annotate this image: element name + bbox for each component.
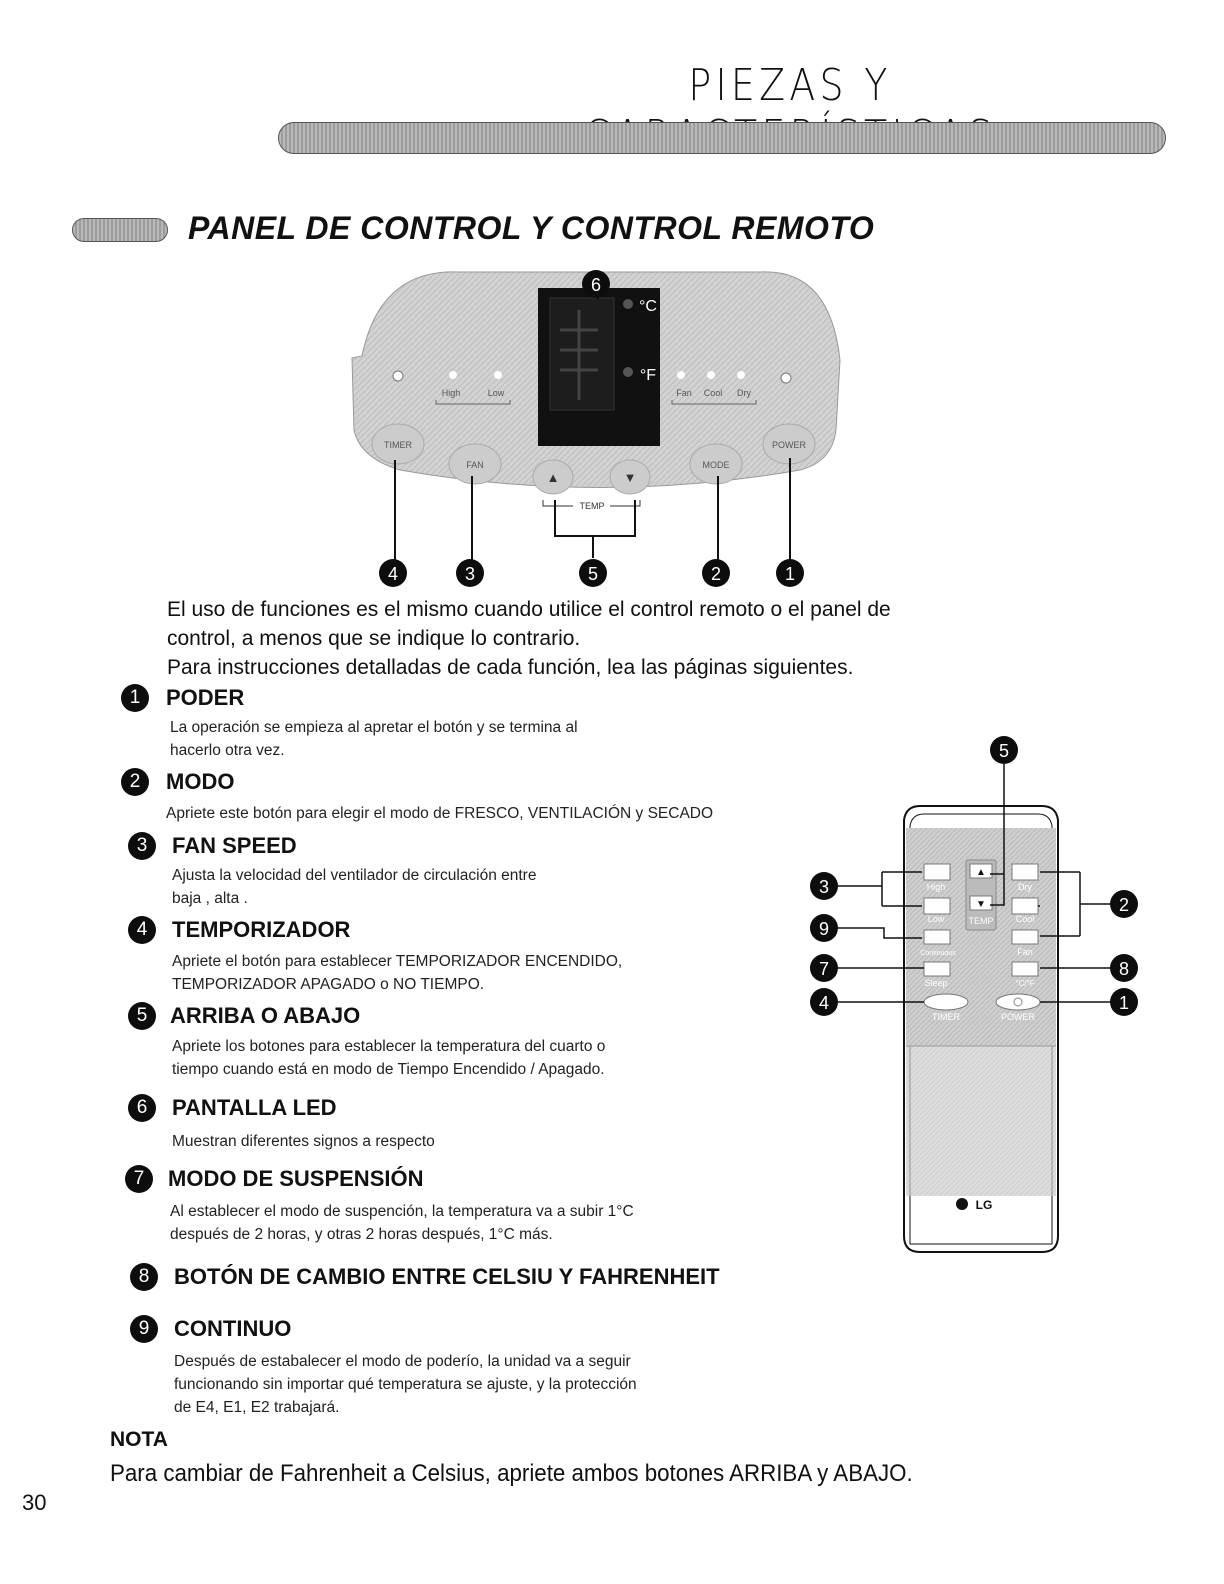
panel-mode-label: MODE <box>702 460 730 470</box>
page-number: 30 <box>22 1490 47 1515</box>
item-title-pantalla-led: PANTALLA LED <box>172 1095 337 1120</box>
panel-down-arrow-icon: ▼ <box>623 470 637 485</box>
remote-callout: 9 <box>818 919 830 939</box>
page-header-title: PIEZAS Y <box>688 60 892 111</box>
fahrenheit-indicator: °F <box>639 367 657 384</box>
remote-cool-label: Cool <box>1015 914 1035 924</box>
item-number-badge: 9 <box>130 1315 158 1343</box>
remote-cf-button[interactable] <box>1012 962 1038 976</box>
item-number-badge: 2 <box>121 768 149 796</box>
remote-callout: 3 <box>818 877 830 897</box>
intro-line: Para instrucciones detalladas de cada función, lea las páginas siguientes. <box>167 656 854 679</box>
item-number-badge: 3 <box>128 832 156 860</box>
item-desc: Ajusta la velocidad del ventilador de circulación entre baja , alta . <box>172 867 537 907</box>
item-title-celsius-fahrenheit: BOTÓN DE CAMBIO ENTRE CELSIU Y FAHRENHEIT <box>174 1264 720 1289</box>
callout-power: 1 <box>784 564 796 584</box>
callout-timer: 4 <box>387 564 399 584</box>
remote-dry-button[interactable] <box>1012 864 1038 880</box>
remote-low-label: Low <box>927 914 945 924</box>
remote-continuous-button[interactable] <box>924 930 950 944</box>
control-panel-diagram <box>340 262 860 592</box>
remote-continuous-label: Continuous <box>920 950 956 957</box>
remote-down-arrow-icon: ▼ <box>976 899 986 910</box>
remote-callout: 5 <box>998 741 1010 761</box>
callout-fan: 3 <box>464 564 476 584</box>
remote-fan-label: Fan <box>1017 947 1033 957</box>
remote-up-arrow-icon: ▲ <box>976 867 986 878</box>
panel-low-label: Low <box>487 388 505 398</box>
item-number-badge: 7 <box>125 1165 153 1193</box>
nota-label: NOTA <box>110 1428 168 1451</box>
panel-fan-label: FAN <box>466 460 484 470</box>
remote-power-button[interactable] <box>996 994 1040 1010</box>
item-title-continuo: CONTINUO <box>174 1316 292 1341</box>
section-title: PANEL DE CONTROL Y CONTROL REMOTO <box>188 210 875 246</box>
remote-high-label: High <box>926 882 946 892</box>
item-number-badge: 4 <box>128 916 156 944</box>
panel-power-label: POWER <box>771 440 807 450</box>
remote-dry-label: Dry <box>1018 882 1032 892</box>
item-desc: Muestran diferentes signos a respecto <box>172 1133 435 1150</box>
item-desc: Después de estabalecer el modo de poderío, la unidad va a seguir funcionando sin importar qué temperatura se ajuste, y la protección de E4, E1, E2 trabajará. <box>174 1353 637 1416</box>
remote-callout: 8 <box>1118 959 1130 979</box>
item-desc: La operación se empieza al apretar el botón y se termina al hacerlo otra vez. <box>170 719 578 759</box>
remote-callout: 1 <box>1118 993 1130 1013</box>
lg-logo-icon <box>956 1198 968 1210</box>
remote-fan-button[interactable] <box>1012 930 1038 944</box>
remote-callout: 4 <box>818 993 830 1013</box>
panel-temp-label: TEMP <box>579 501 605 511</box>
remote-sleep-label: Sleep <box>924 978 948 988</box>
panel-high-label: High <box>441 388 461 398</box>
remote-cf-label: °C/°F <box>1015 979 1035 988</box>
item-number-badge: 5 <box>128 1002 156 1030</box>
remote-high-button[interactable] <box>924 864 950 880</box>
panel-fan-mode-label: Fan <box>676 388 692 398</box>
panel-dry-label: Dry <box>737 388 751 398</box>
item-title-arriba-abajo: ARRIBA O ABAJO <box>170 1003 361 1028</box>
intro-text <box>167 595 1007 682</box>
remote-control-diagram <box>800 730 1140 1260</box>
item-number-badge: 8 <box>130 1263 158 1291</box>
callout-temp: 5 <box>587 564 599 584</box>
remote-temp-label: TEMP <box>968 916 994 926</box>
item-desc: Apriete el botón para establecer TEMPORIZADOR ENCENDIDO, TEMPORIZADOR APAGADO o NO TIEMPO. <box>172 953 623 993</box>
celsius-indicator: °C <box>639 298 657 315</box>
item-title-poder: PODER <box>166 685 245 710</box>
nota-text: Para cambiar de Fahrenheit a Celsius, apriete ambos botones ARRIBA y ABAJO. <box>110 1460 913 1487</box>
remote-sleep-button[interactable] <box>924 962 950 976</box>
item-title-modo: MODO <box>166 769 235 794</box>
remote-power-label: POWER <box>1000 1012 1036 1022</box>
callout-display: 6 <box>590 275 602 295</box>
panel-timer-label: TIMER <box>384 440 412 450</box>
remote-timer-button[interactable] <box>924 994 968 1010</box>
item-title-fan-speed: FAN SPEED <box>172 833 297 858</box>
remote-callout: 7 <box>818 959 830 979</box>
item-title-modo-suspension: MODO DE SUSPENSIÓN <box>168 1166 424 1191</box>
panel-up-arrow-icon: ▲ <box>546 470 560 485</box>
item-number-badge: 1 <box>121 684 149 712</box>
item-title-temporizador: TEMPORIZADOR <box>172 917 351 942</box>
remote-low-button[interactable] <box>924 898 950 914</box>
panel-cool-label: Cool <box>703 388 723 398</box>
intro-line: control, a menos que se indique lo contrario. <box>167 627 581 650</box>
callout-mode: 2 <box>710 564 722 584</box>
item-desc: Apriete los botones para establecer la temperatura del cuarto o tiempo cuando está en modo de Tiempo Encendido / Apagado. <box>172 1038 606 1078</box>
remote-timer-label: TIMER <box>932 1012 960 1022</box>
remote-brand: LG <box>975 1198 993 1212</box>
intro-line: El uso de funciones es el mismo cuando utilice el control remoto o el panel de <box>167 598 891 621</box>
remote-cool-button[interactable] <box>1012 898 1038 914</box>
item-desc: Apriete este botón para elegir el modo de FRESCO, VENTILACIÓN y SECADO <box>166 805 714 822</box>
item-desc: Al establecer el modo de suspención, la temperatura va a subir 1°C después de 2 horas, y otras 2 horas después, 1°C más. <box>170 1203 634 1243</box>
remote-callout: 2 <box>1118 895 1130 915</box>
section-decorative-pill <box>72 218 168 242</box>
header-decorative-bar <box>278 122 1166 154</box>
item-number-badge: 6 <box>128 1094 156 1122</box>
